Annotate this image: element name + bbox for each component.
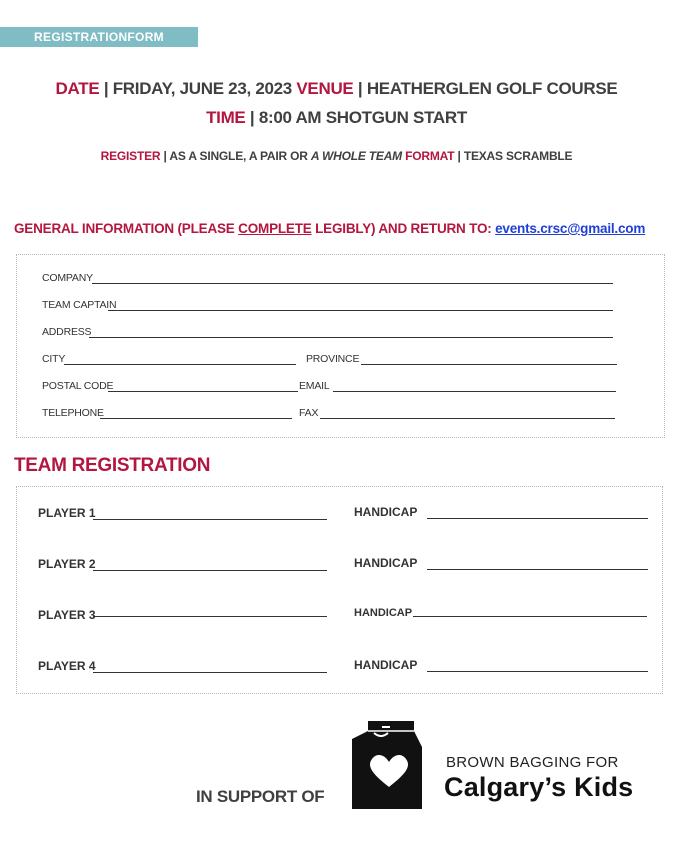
time-label: TIME xyxy=(206,108,246,127)
venue-label: VENUE xyxy=(296,79,354,98)
handicap-1-field[interactable] xyxy=(427,518,648,519)
brand-line-2: Calgary’s Kids xyxy=(444,772,634,802)
fax-field[interactable] xyxy=(320,418,615,419)
telephone-label: TELEPHONE xyxy=(42,407,104,419)
handicap-3-label: HANDICAP xyxy=(354,607,413,619)
city-label: CITY xyxy=(42,353,66,365)
register-text-italic: A WHOLE TEAM xyxy=(310,149,402,163)
team-registration-heading: TEAM REGISTRATION xyxy=(14,455,211,476)
in-support-of-text: IN SUPPORT OF xyxy=(196,787,325,806)
email-label: EMAIL xyxy=(299,380,330,392)
address-field[interactable] xyxy=(89,337,613,338)
registration-form-tag: REGISTRATIONFORM xyxy=(0,27,198,47)
player-4-field[interactable] xyxy=(93,672,327,673)
fax-label: FAX xyxy=(299,407,319,419)
general-heading-suffix: LEGIBLY) AND RETURN TO: xyxy=(315,221,492,236)
postal-code-label: POSTAL CODE xyxy=(42,380,114,392)
player-2-field[interactable] xyxy=(93,570,327,571)
player-1-label: PLAYER 1 xyxy=(38,506,96,520)
register-type: TEXAS SCRAMBLE xyxy=(463,149,573,163)
general-information-heading xyxy=(14,221,645,236)
player-3-label: PLAYER 3 xyxy=(38,608,96,622)
general-heading-prefix: GENERAL INFORMATION (PLEASE xyxy=(14,221,235,236)
handicap-2-field[interactable] xyxy=(427,569,648,570)
register-label: REGISTER xyxy=(100,149,161,163)
team-captain-label: TEAM CAPTAIN xyxy=(42,299,117,311)
separator: | xyxy=(249,108,255,127)
general-heading-underlined: COMPLETE xyxy=(238,221,312,236)
register-format-line xyxy=(0,149,673,163)
province-label: PROVINCE xyxy=(306,353,360,365)
venue-value: HEATHERGLEN GOLF COURSE xyxy=(366,79,618,98)
player-3-field[interactable] xyxy=(93,616,327,617)
general-information-box xyxy=(16,254,665,438)
player-2-label: PLAYER 2 xyxy=(38,557,96,571)
handicap-2-label: HANDICAP xyxy=(354,556,418,570)
register-format: FORMAT xyxy=(405,149,455,163)
event-date-venue-line xyxy=(0,79,673,99)
register-text: AS A SINGLE, A PAIR OR xyxy=(169,149,308,163)
company-field[interactable] xyxy=(92,283,613,284)
handicap-1-label: HANDICAP xyxy=(354,505,418,519)
email-field[interactable] xyxy=(333,391,616,392)
brown-bag-logo-icon xyxy=(344,717,430,813)
postal-code-field[interactable] xyxy=(108,391,298,392)
player-4-label: PLAYER 4 xyxy=(38,659,96,673)
separator: | xyxy=(103,79,109,98)
date-value: FRIDAY, JUNE 23, 2023 xyxy=(112,79,292,98)
team-captain-field[interactable] xyxy=(108,310,613,311)
player-1-field[interactable] xyxy=(93,519,327,520)
handicap-4-field[interactable] xyxy=(427,671,648,672)
company-label: COMPANY xyxy=(42,272,93,284)
handicap-3-field[interactable] xyxy=(413,616,647,617)
event-time-line xyxy=(0,108,673,128)
province-field[interactable] xyxy=(361,364,617,365)
separator: | xyxy=(357,79,363,98)
time-value: 8:00 AM SHOTGUN START xyxy=(258,108,467,127)
brand-line-1: BROWN BAGGING FOR xyxy=(446,754,619,771)
handicap-4-label: HANDICAP xyxy=(354,658,418,672)
date-label: DATE xyxy=(55,79,100,98)
telephone-field[interactable] xyxy=(100,418,292,419)
address-label: ADDRESS xyxy=(42,326,92,338)
separator: | xyxy=(457,149,461,163)
email-link[interactable]: events.crsc@gmail.com xyxy=(495,221,646,236)
separator: | xyxy=(163,149,167,163)
city-field[interactable] xyxy=(64,364,296,365)
